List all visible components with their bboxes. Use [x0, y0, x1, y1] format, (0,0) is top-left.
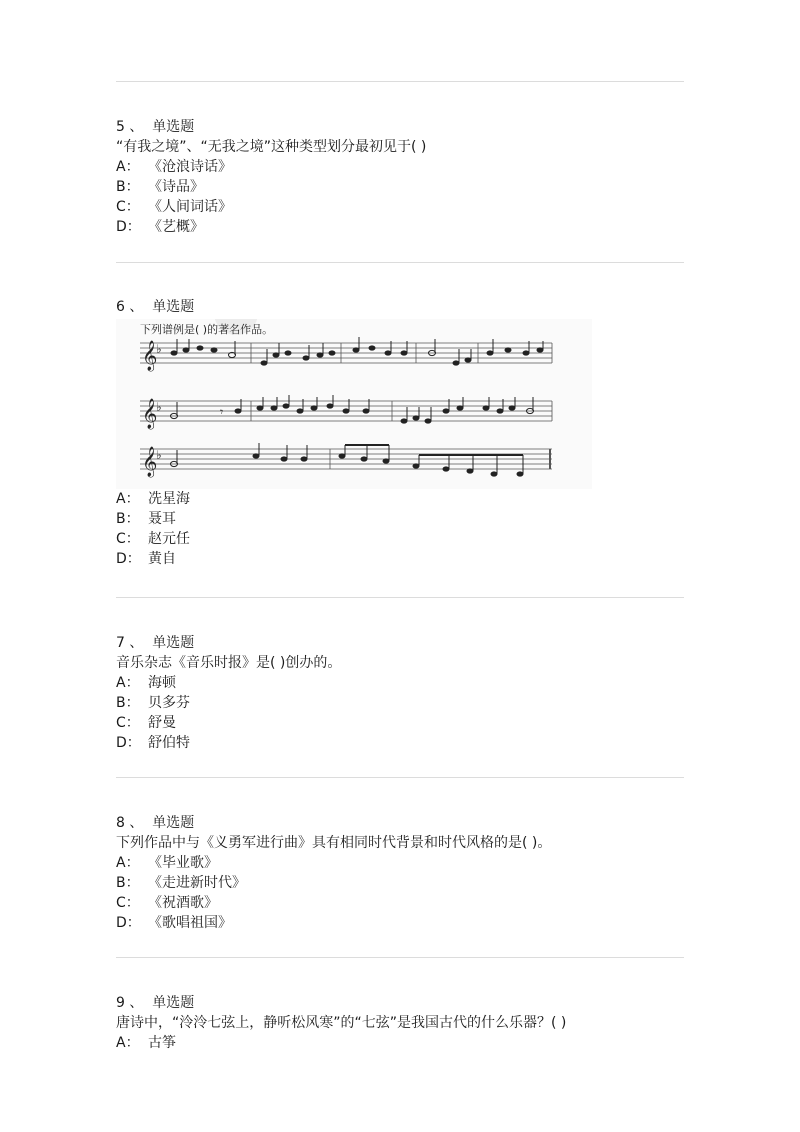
question-type: 单选题: [152, 119, 195, 135]
option-letter: A：: [116, 159, 140, 175]
question-separator: 、: [129, 815, 144, 831]
score-caption: 下列谱例是( )的著名作品。: [140, 323, 274, 336]
option-letter: A：: [116, 855, 140, 871]
treble-clef-icon: 𝄞: [142, 447, 158, 477]
option-text: 黄自: [148, 551, 176, 567]
option-letter: C：: [116, 895, 140, 911]
option-letter: B：: [116, 875, 140, 891]
question-6: [116, 297, 696, 569]
option-letter: C：: [116, 531, 140, 547]
option-text: 《沧浪诗话》: [148, 159, 232, 175]
option-text: 海顿: [148, 675, 176, 691]
question-number: 5: [116, 119, 125, 135]
notes-staff-3: [171, 453, 524, 476]
option-text: 《走进新时代》: [148, 875, 246, 891]
treble-clef-icon: 𝄞: [142, 399, 158, 429]
option-c[interactable]: [116, 197, 696, 217]
question-5: [116, 117, 696, 237]
question-separator: 、: [129, 635, 144, 651]
option-text: 贝多芬: [148, 695, 190, 711]
option-text: 冼星海: [148, 491, 190, 507]
question-header: [116, 993, 696, 1013]
option-letter: A：: [116, 491, 140, 507]
option-d[interactable]: [116, 549, 696, 569]
question-type: 单选题: [152, 635, 195, 651]
option-letter: D：: [116, 219, 141, 235]
option-b[interactable]: [116, 509, 696, 529]
staff-line-3: [140, 449, 552, 469]
option-a[interactable]: [116, 1033, 696, 1053]
option-text: 《祝酒歌》: [148, 895, 218, 911]
question-type: 单选题: [152, 299, 195, 315]
option-b[interactable]: [116, 177, 696, 197]
question-number: 7: [116, 635, 125, 651]
option-b[interactable]: [116, 873, 696, 893]
option-d[interactable]: [116, 913, 696, 933]
question-type: 单选题: [152, 995, 195, 1011]
divider: [116, 262, 684, 263]
notes-staff-2: [171, 403, 534, 423]
divider: [116, 957, 684, 958]
option-letter: C：: [116, 199, 140, 215]
question-separator: 、: [129, 119, 144, 135]
question-header: [116, 813, 696, 833]
divider: [116, 777, 684, 778]
question-8: [116, 813, 696, 933]
question-9: [116, 993, 696, 1053]
option-c[interactable]: [116, 529, 696, 549]
svg-text:𝄾: 𝄾: [220, 405, 224, 419]
option-text: 舒伯特: [148, 735, 190, 751]
option-d[interactable]: [116, 217, 696, 237]
option-text: 舒曼: [148, 715, 176, 731]
option-a[interactable]: [116, 489, 696, 509]
question-header: [116, 297, 696, 317]
question-stem: 音乐杂志《音乐时报》是( )创办的。: [116, 655, 342, 671]
music-score-image: [116, 319, 592, 489]
question-stem: 唐诗中，“泠泠七弦上，静听松风寒”的“七弦”是我国古代的什么乐器？( ): [116, 1015, 567, 1031]
option-letter: D：: [116, 551, 141, 567]
option-text: 《艺概》: [148, 219, 204, 235]
option-a[interactable]: [116, 157, 696, 177]
option-letter: A：: [116, 675, 140, 691]
option-b[interactable]: [116, 693, 696, 713]
question-number: 9: [116, 995, 125, 1011]
option-c[interactable]: [116, 893, 696, 913]
option-text: 赵元任: [148, 531, 190, 547]
flat-sign-icon: ♭: [156, 342, 162, 356]
flat-sign-icon: ♭: [156, 448, 162, 462]
stems-staff-1: [177, 337, 543, 363]
question-number: 8: [116, 815, 125, 831]
option-text: 古筝: [148, 1035, 176, 1051]
question-header: [116, 633, 696, 653]
option-text: 聂耳: [148, 511, 176, 527]
option-letter: D：: [116, 735, 141, 751]
option-text: 《毕业歌》: [148, 855, 218, 871]
option-letter: B：: [116, 179, 140, 195]
option-text: 《诗品》: [148, 179, 204, 195]
question-number: 6: [116, 299, 125, 315]
stems-staff-2: [177, 395, 533, 421]
option-text: 《人间词话》: [148, 199, 232, 215]
notes-staff-1: [171, 345, 544, 365]
question-7: [116, 633, 696, 753]
option-c[interactable]: [116, 713, 696, 733]
option-letter: C：: [116, 715, 140, 731]
option-letter: A：: [116, 1035, 140, 1051]
question-separator: 、: [129, 299, 144, 315]
divider: [116, 597, 684, 598]
divider: [116, 81, 684, 82]
option-d[interactable]: [116, 733, 696, 753]
question-type: 单选题: [152, 815, 195, 831]
treble-clef-icon: 𝄞: [142, 341, 158, 371]
question-separator: 、: [129, 995, 144, 1011]
question-header: [116, 117, 696, 137]
option-letter: D：: [116, 915, 141, 931]
option-letter: B：: [116, 695, 140, 711]
option-text: 《歌唱祖国》: [148, 915, 232, 931]
question-stem: 下列作品中与《义勇军进行曲》具有相同时代背景和时代风格的是( )。: [116, 835, 552, 851]
flat-sign-icon: ♭: [156, 400, 162, 414]
option-a[interactable]: [116, 673, 696, 693]
question-stem: “有我之境”、“无我之境”这种类型划分最初见于( ): [116, 139, 427, 155]
music-score: [116, 319, 592, 489]
option-a[interactable]: [116, 853, 696, 873]
option-letter: B：: [116, 511, 140, 527]
